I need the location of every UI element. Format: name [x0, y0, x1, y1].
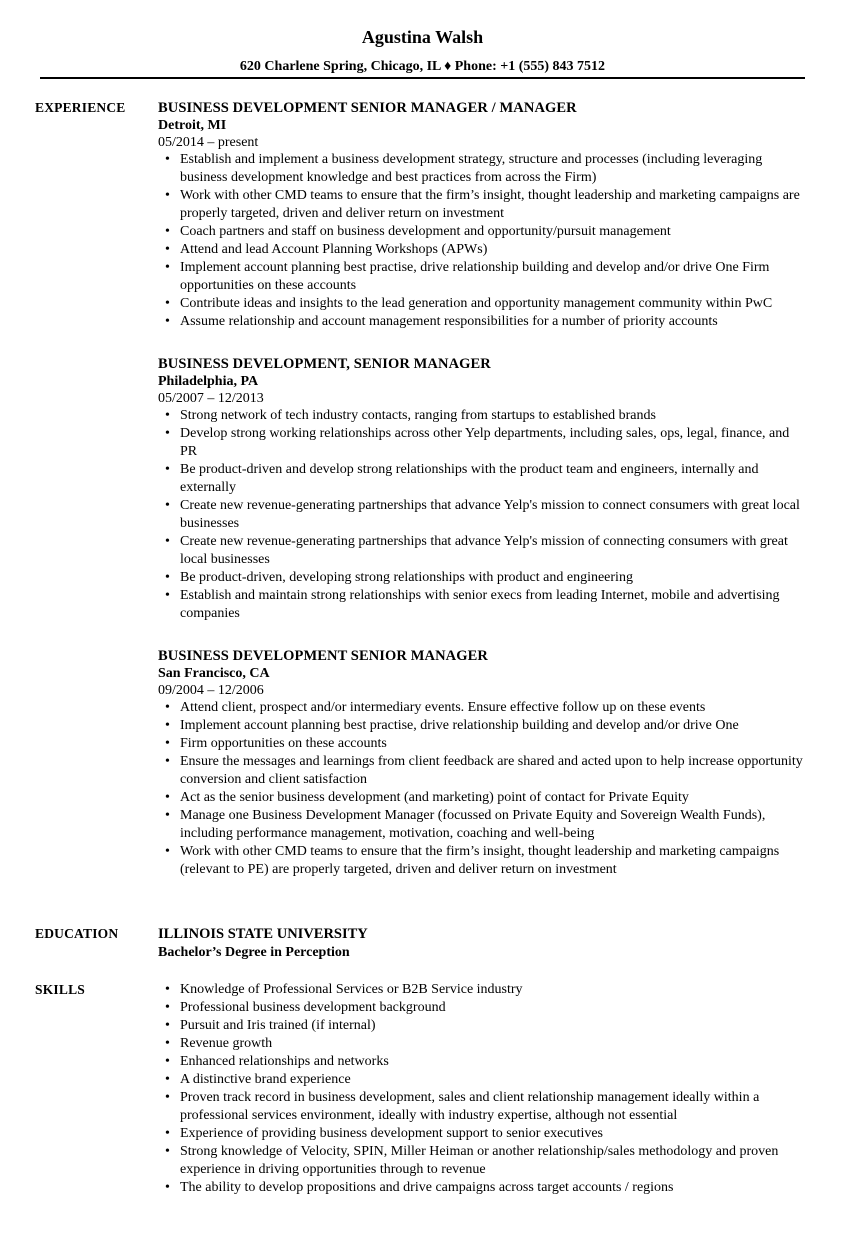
job-dates: 05/2014 – present [158, 135, 259, 150]
bullet-item: • Attend and lead Account Planning Workshops (APWs) [158, 241, 808, 259]
job-bullets [158, 407, 808, 623]
bullet-item: • Be product-driven and develop strong relationships with the product team and engineers, internally and externally [158, 461, 808, 497]
header-divider [40, 77, 805, 79]
skills-label: SKILLS [35, 982, 85, 997]
bullet-item: • Develop strong working relationships across other Yelp departments, including sales, ops, legal, finance, and PR [158, 425, 808, 461]
degree-name: Bachelor’s Degree in Perception [158, 945, 350, 960]
bullet-item: • Implement account planning best practise, drive relationship building and develop and/or drive One Firm opportunities on these accounts [158, 259, 808, 295]
bullet-item: • Contribute ideas and insights to the lead generation and opportunity management community within PwC [158, 295, 808, 313]
skill-item: • Enhanced relationships and networks [158, 1053, 808, 1071]
bullet-item: • Establish and implement a business development strategy, structure and processes (including leveraging business development knowledge and best practices from across the Firm) [158, 151, 808, 187]
bullet-item: • Manage one Business Development Manager (focussed on Private Equity and Sovereign Wealth Funds), including performance management, motivation, coaching and well-being [158, 807, 808, 843]
bullet-item: • Coach partners and staff on business development and opportunity/pursuit management [158, 223, 808, 241]
bullet-item: • Ensure the messages and learnings from client feedback are shared and acted upon to help increase opportunity conversion and client satisfaction [158, 753, 808, 789]
education-body [158, 925, 808, 962]
bullet-item: • Work with other CMD teams to ensure that the firm’s insight, thought leadership and marketing campaigns are properly targeted, driven and deliver return on investment [158, 187, 808, 223]
job-entry [158, 647, 808, 879]
job-entry [158, 99, 808, 331]
skill-item: • A distinctive brand experience [158, 1071, 808, 1089]
bullet-item: • Be product-driven, developing strong relationships with product and engineering [158, 569, 808, 587]
bullet-item: • Create new revenue-generating partnerships that advance Yelp's mission to connect consumers with great local businesses [158, 497, 808, 533]
skills-list [158, 981, 808, 1197]
skill-item: • Strong knowledge of Velocity, SPIN, Miller Heiman or another relationship/sales methodology and proven experience in driving opportunities through to revenue [158, 1143, 808, 1179]
job-location: Detroit, MI [158, 118, 227, 133]
bullet-item: • Attend client, prospect and/or intermediary events. Ensure effective follow up on these events [158, 699, 808, 717]
job-location: San Francisco, CA [158, 666, 270, 681]
job-bullets [158, 699, 808, 879]
job-location: Philadelphia, PA [158, 374, 259, 389]
job-title: BUSINESS DEVELOPMENT SENIOR MANAGER [158, 648, 488, 664]
job-title: BUSINESS DEVELOPMENT SENIOR MANAGER / MANAGER [158, 100, 577, 116]
bullet-item: • Act as the senior business development (and marketing) point of contact for Private Equity [158, 789, 808, 807]
job-dates: 05/2007 – 12/2013 [158, 391, 264, 406]
skill-item: • Revenue growth [158, 1035, 808, 1053]
skill-item: • Knowledge of Professional Services or B2B Service industry [158, 981, 808, 999]
school-name: ILLINOIS STATE UNIVERSITY [158, 926, 368, 942]
skill-item: • Professional business development background [158, 999, 808, 1017]
skills-body [158, 981, 808, 1197]
bullet-item: • Establish and maintain strong relationships with senior execs from leading Internet, mobile and advertising companies [158, 587, 808, 623]
skill-item: • Experience of providing business development support to senior executives [158, 1125, 808, 1143]
skill-item: • Pursuit and Iris trained (if internal) [158, 1017, 808, 1035]
candidate-name: Agustina Walsh [361, 27, 484, 47]
bullet-item: • Strong network of tech industry contacts, ranging from startups to established brands [158, 407, 808, 425]
bullet-item: • Implement account planning best practise, drive relationship building and develop and/or drive One [158, 717, 808, 735]
bullet-item: • Create new revenue-generating partnerships that advance Yelp's mission of connecting consumers with great local businesses [158, 533, 808, 569]
experience-label: EXPERIENCE [35, 100, 126, 115]
skill-item: • Proven track record in business development, sales and client relationship management ideally within a professional services environment, ideally with industry expertise, although not essential [158, 1089, 808, 1125]
resume-header [40, 25, 805, 76]
job-bullets [158, 151, 808, 331]
job-title: BUSINESS DEVELOPMENT, SENIOR MANAGER [158, 356, 491, 372]
bullet-item: • Firm opportunities on these accounts [158, 735, 808, 753]
skill-item: • The ability to develop propositions and drive campaigns across target accounts / regions [158, 1179, 808, 1197]
contact-line: 620 Charlene Spring, Chicago, IL ♦ Phone: +1 (555) 843 7512 [239, 59, 606, 74]
bullet-item: • Assume relationship and account management responsibilities for a number of priority accounts [158, 313, 808, 331]
bullet-item: • Work with other CMD teams to ensure that the firm’s insight, thought leadership and marketing campaigns (relevant to PE) are properly targeted, driven and deliver return on investment [158, 843, 808, 879]
experience-body [158, 99, 808, 903]
job-entry [158, 355, 808, 623]
job-dates: 09/2004 – 12/2006 [158, 683, 264, 698]
education-label: EDUCATION [35, 926, 119, 941]
